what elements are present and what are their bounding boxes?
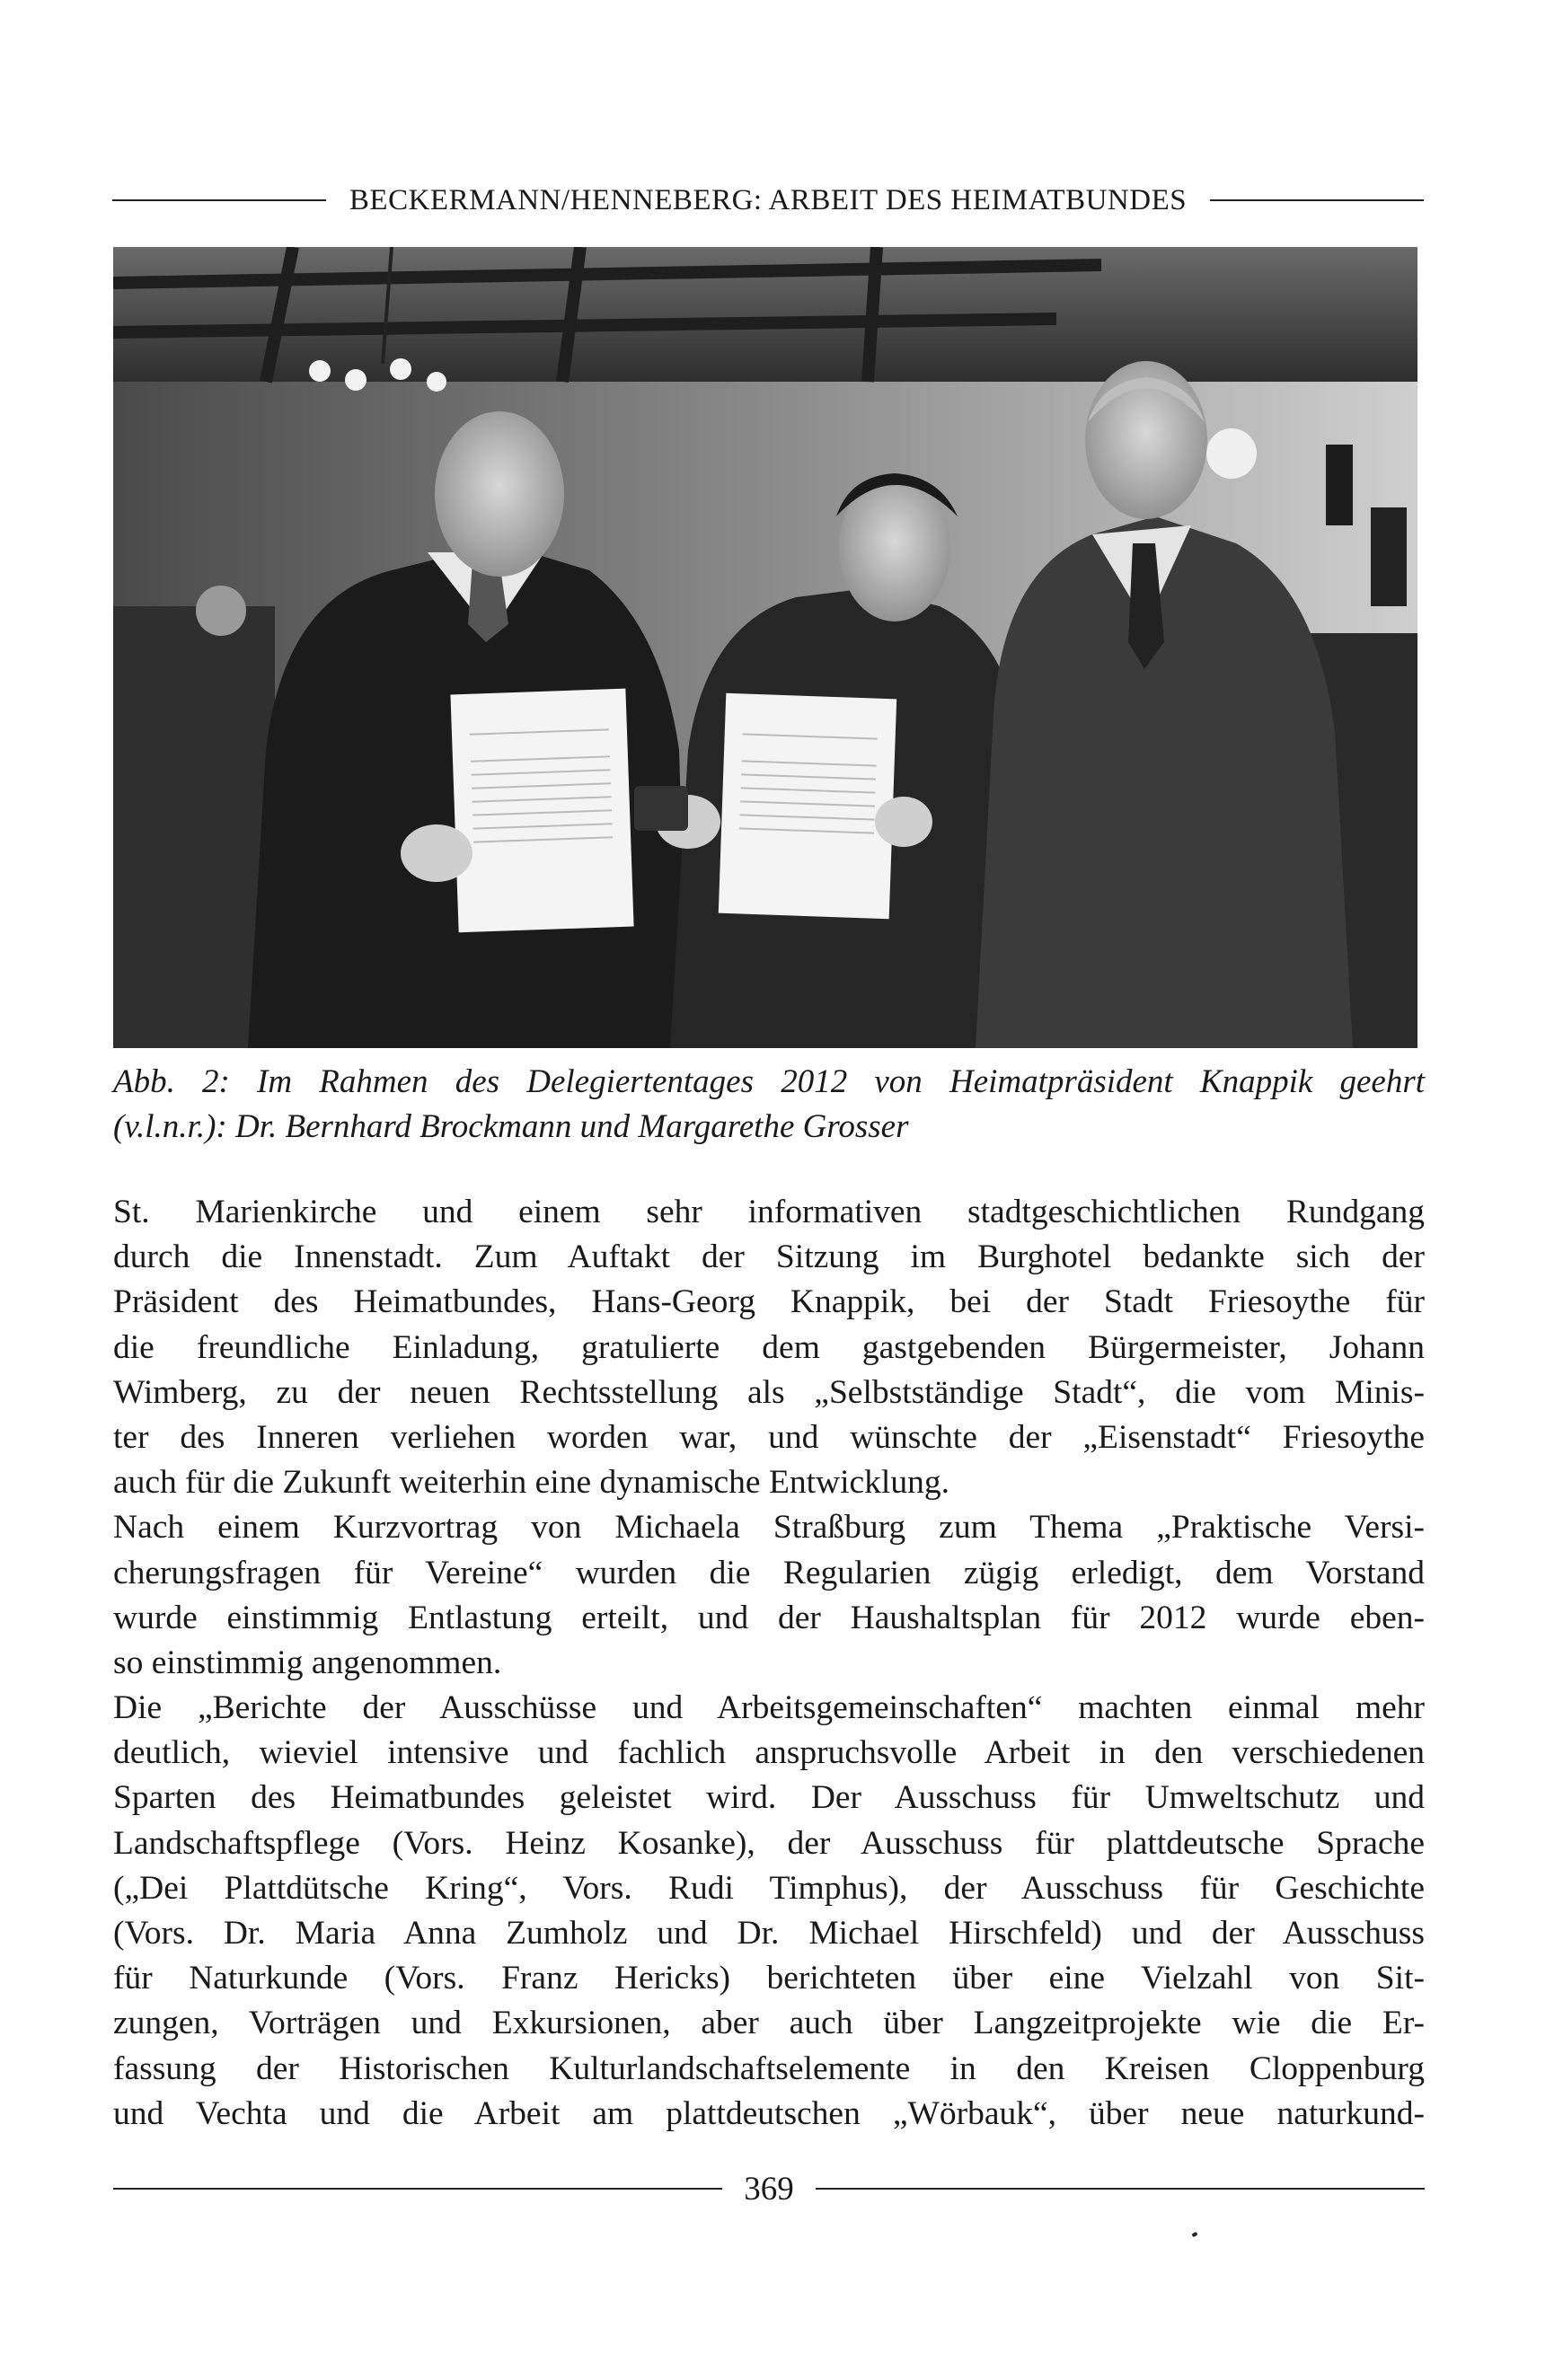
body-line: („Dei Plattdütsche Kring“, Vors. Rudi Timphus), der Ausschuss für Geschichte [113,1869,1425,1907]
body-line: fassung der Historischen Kulturlandschaftselemente in den Kreisen Cloppenburg [113,2049,1425,2087]
footer-rule-left [113,2188,722,2190]
body-line: zungen, Vorträgen und Exkursionen, aber auch über Langzeitprojekte wie die Er- [113,2005,1425,2042]
body-line: und Vechta und die Arbeit am plattdeutschen „Wörbauk“, über neue naturkund- [113,2094,1425,2132]
body-line: für Naturkunde (Vors. Franz Hericks) berichteten über eine Vielzahl von Sit- [113,1960,1425,1997]
header-rule-right [1210,199,1424,201]
body-line: St. Marienkirche und einem sehr informativen stadtgeschichtlichen Rundgang [113,1194,1425,1230]
figure-caption [113,1060,1425,1150]
body-line: durch die Innenstadt. Zum Auftakt der Sitzung im Burghotel bedankte sich der [113,1238,1425,1276]
body-line: deutlich, wieviel intensive und fachlich anspruchsvolle Arbeit in den verschiedenen [113,1734,1425,1772]
body-line: auch für die Zukunft weiterhin eine dynamische Entwicklung. [113,1464,949,1502]
caption-line-1: Abb. 2: Im Rahmen des Delegiertentages 2012 von Heimatpräsident Knappik geehrt [113,1063,1425,1100]
body-line: Die „Berichte der Ausschüsse und Arbeitsgemeinschaften“ machten einmal mehr [113,1689,1425,1727]
body-line: cherungsfragen für Vereine“ wurden die Regularien zügig erledigt, dem Vorstand [113,1554,1425,1591]
body-line: so einstimmig angenommen. [113,1644,502,1681]
ink-speck [1191,2232,1197,2237]
page-number: 369 [744,2170,794,2208]
header-title: BECKERMANN/HENNEBERG: ARBEIT DES HEIMATBUNDES [349,183,1188,216]
body-line: die freundliche Einladung, gratulierte dem gastgebenden Bürgermeister, Johann [113,1328,1425,1366]
body-line: Landschaftspflege (Vors. Heinz Kosanke), der Ausschuss für plattdeutsche Sprache [113,1824,1425,1862]
photograph [113,247,1417,1048]
body-text [113,1190,1425,2137]
body-line: ter des Inneren verliehen worden war, und wünschte der „Eisenstadt“ Friesoythe [113,1418,1425,1456]
body-line: Nach einem Kurzvortrag von Michaela Straßburg zum Thema „Praktische Versi- [113,1509,1425,1547]
page-footer [113,2166,1425,2211]
header-rule-left [112,199,326,201]
body-line: (Vors. Dr. Maria Anna Zumholz und Dr. Michael Hirschfeld) und der Ausschuss [113,1915,1425,1952]
body-line: Sparten des Heimatbundes geleistet wird. Der Ausschuss für Umweltschutz und [113,1779,1425,1817]
running-header [112,178,1424,223]
body-line: Präsident des Heimatbundes, Hans-Georg Knappik, bei der Stadt Friesoythe für [113,1283,1425,1321]
body-line: wurde einstimmig Entlastung erteilt, und der Haushaltsplan für 2012 wurde eben- [113,1599,1425,1636]
body-line: Wimberg, zu der neuen Rechtsstellung als „Selbstständige Stadt“, die vom Minis- [113,1373,1425,1411]
caption-line-2: (v.l.n.r.): Dr. Bernhard Brockmann und Margarethe Grosser [113,1108,909,1145]
footer-rule-right [816,2188,1425,2190]
